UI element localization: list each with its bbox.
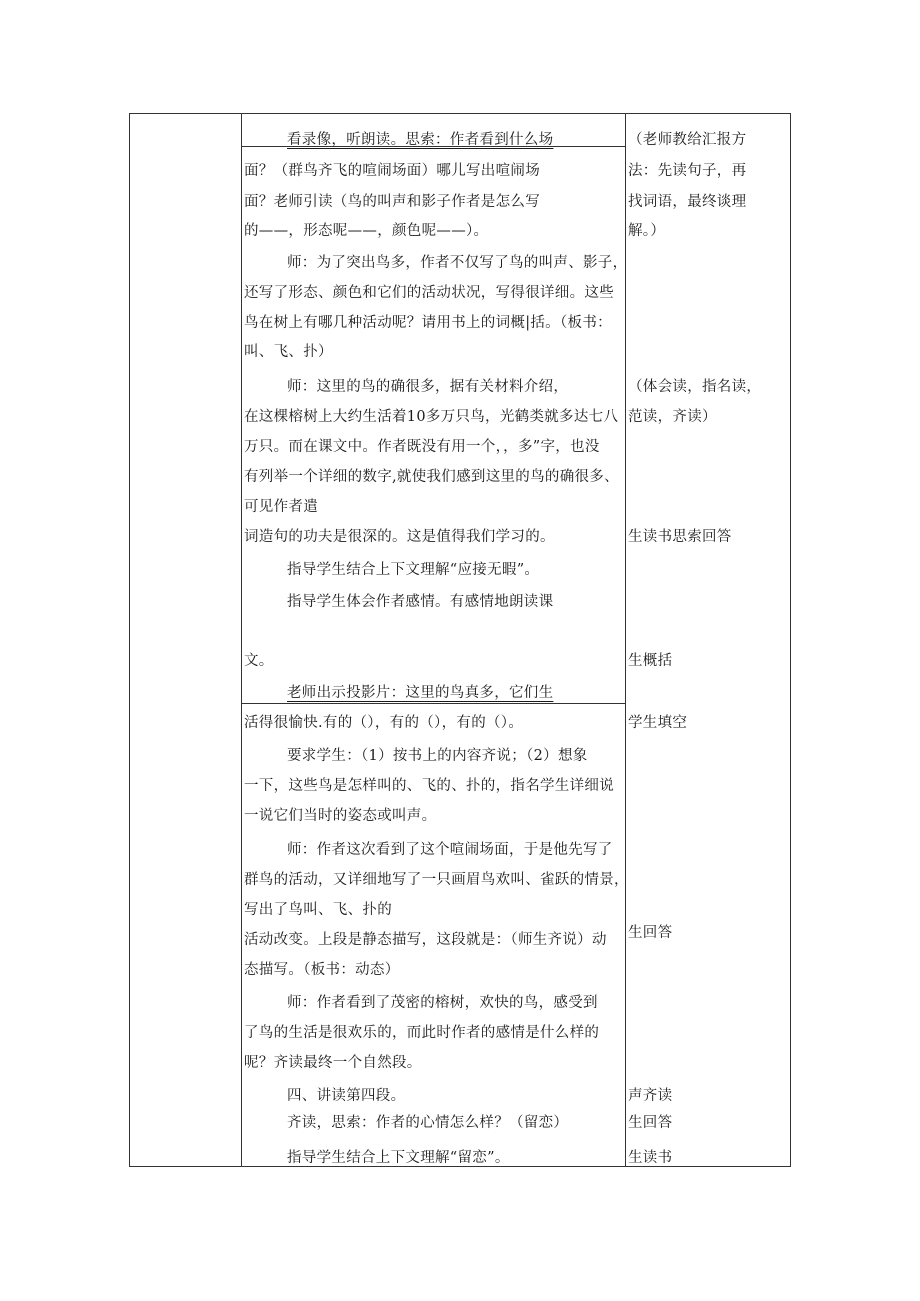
process-text-line: 师：作者这次看到了这个喧闹场面，于是他先写了: [287, 842, 613, 858]
activity-text-line: 法：先读句子，再: [628, 163, 747, 179]
process-text-line: 叫、飞、扑）: [244, 344, 333, 360]
process-text-line: 词造句的功夫是很深的。这是值得我们学习的。: [244, 529, 555, 545]
process-text-line: 鸟在树上有哪几种活动呢？请用书上的词概|括。（板书：: [244, 315, 612, 331]
activity-text-line: 生回答: [628, 925, 673, 941]
process-text-line: 面？（群鸟齐飞的喧闹场面）哪儿写出喧闹场: [244, 163, 540, 179]
activity-text-line: 生回答: [628, 1115, 673, 1131]
process-text-line: 可见作者遣: [244, 499, 318, 515]
process-text-line: 在这棵榕树上大约生活着10多万只鸟，光鹤类就多达七八: [244, 409, 619, 425]
activity-text-line: 生读书: [628, 1150, 673, 1166]
process-text-line: 看录像，听朗读。思索：作者看到什么场: [287, 132, 554, 148]
process-text-line: 师：为了突出鸟多，作者不仅写了鸟的叫声、影子，: [287, 255, 628, 271]
process-text-line: 面？老师引读（鸟的叫声和影子作者是怎么写: [244, 194, 540, 210]
process-text-line: 写出了鸟叫、飞、扑的: [244, 902, 392, 918]
column-divider-left: [241, 114, 242, 1166]
process-text-line: 老师出示投影片：这里的鸟真多，它们生: [287, 685, 554, 701]
activity-text-line: 生读书思索回答: [628, 529, 732, 545]
activity-text-line: 生概括: [628, 653, 673, 669]
process-text-line: 一说它们当时的姿态或叫声。: [244, 808, 437, 824]
process-text-line: 活得很愉快.有的（），有的（），有的（）。: [244, 715, 524, 731]
activity-text-line: 解。）: [628, 223, 666, 239]
process-text-line: 了鸟的生活是很欢乐的，而此时作者的感情是什么样的: [244, 1025, 600, 1041]
process-text-line: 态描写。（板书：动态）: [244, 962, 400, 978]
process-text-line: 指导学生结合上下文理解“应接无暇”。: [287, 562, 540, 578]
process-text-line: 文。: [244, 653, 274, 669]
process-text-line: 要求学生：（1）按书上的内容齐说；（2）想象: [287, 748, 588, 764]
process-text-line: 活动改变。上段是静态描写，这段就是：（师生齐说）动: [244, 932, 607, 948]
process-text-line: 四、讲读第四段。: [287, 1088, 406, 1104]
process-text-line: 呢？齐读最终一个自然段。: [244, 1055, 422, 1071]
process-text-line: 一下，这些鸟是怎样叫的、飞的、扑的，指名学生详细说: [244, 778, 614, 794]
process-text-line: 有列举一个详细的数字,就使我们感到这里的鸟的确很多、: [244, 469, 619, 485]
process-text-line: 还写了形态、颜色和它们的活动状况，写得很详细。这些: [244, 285, 614, 301]
activity-text-line: （体会读，指名读，: [628, 379, 762, 395]
activity-text-line: 学生填空: [628, 715, 688, 731]
process-text-line: 的——，形态呢——，颜色呢——）。: [244, 223, 489, 239]
process-text-line: 师：这里的鸟的确很多，据有关材料介绍，: [287, 379, 569, 395]
activity-text-line: 范读，齐读）: [628, 409, 717, 425]
process-text-line: 师：作者看到了茂密的榕树，欢快的鸟，感受到: [287, 995, 598, 1011]
process-text-line: 指导学生体会作者感情。有感情地朗读课: [287, 594, 554, 610]
activity-text-line: 声齐读: [628, 1088, 673, 1104]
process-text-line: 群鸟的活动，又详细地写了一只画眉鸟欢叫、雀跃的情景，: [244, 872, 629, 888]
row-divider: [241, 703, 625, 704]
process-text-line: 齐读，思索：作者的心情怎么样？（留恋）: [287, 1115, 569, 1131]
process-text-line: 万只。而在课文中。作者既没有用一个，，多”字，也没: [244, 439, 600, 455]
activity-text-line: （老师教给汇报方: [628, 132, 747, 148]
process-text-line: 指导学生结合上下文理解“留恋”。: [287, 1150, 510, 1166]
activity-text-line: 找词语，最终谈理: [628, 194, 747, 210]
